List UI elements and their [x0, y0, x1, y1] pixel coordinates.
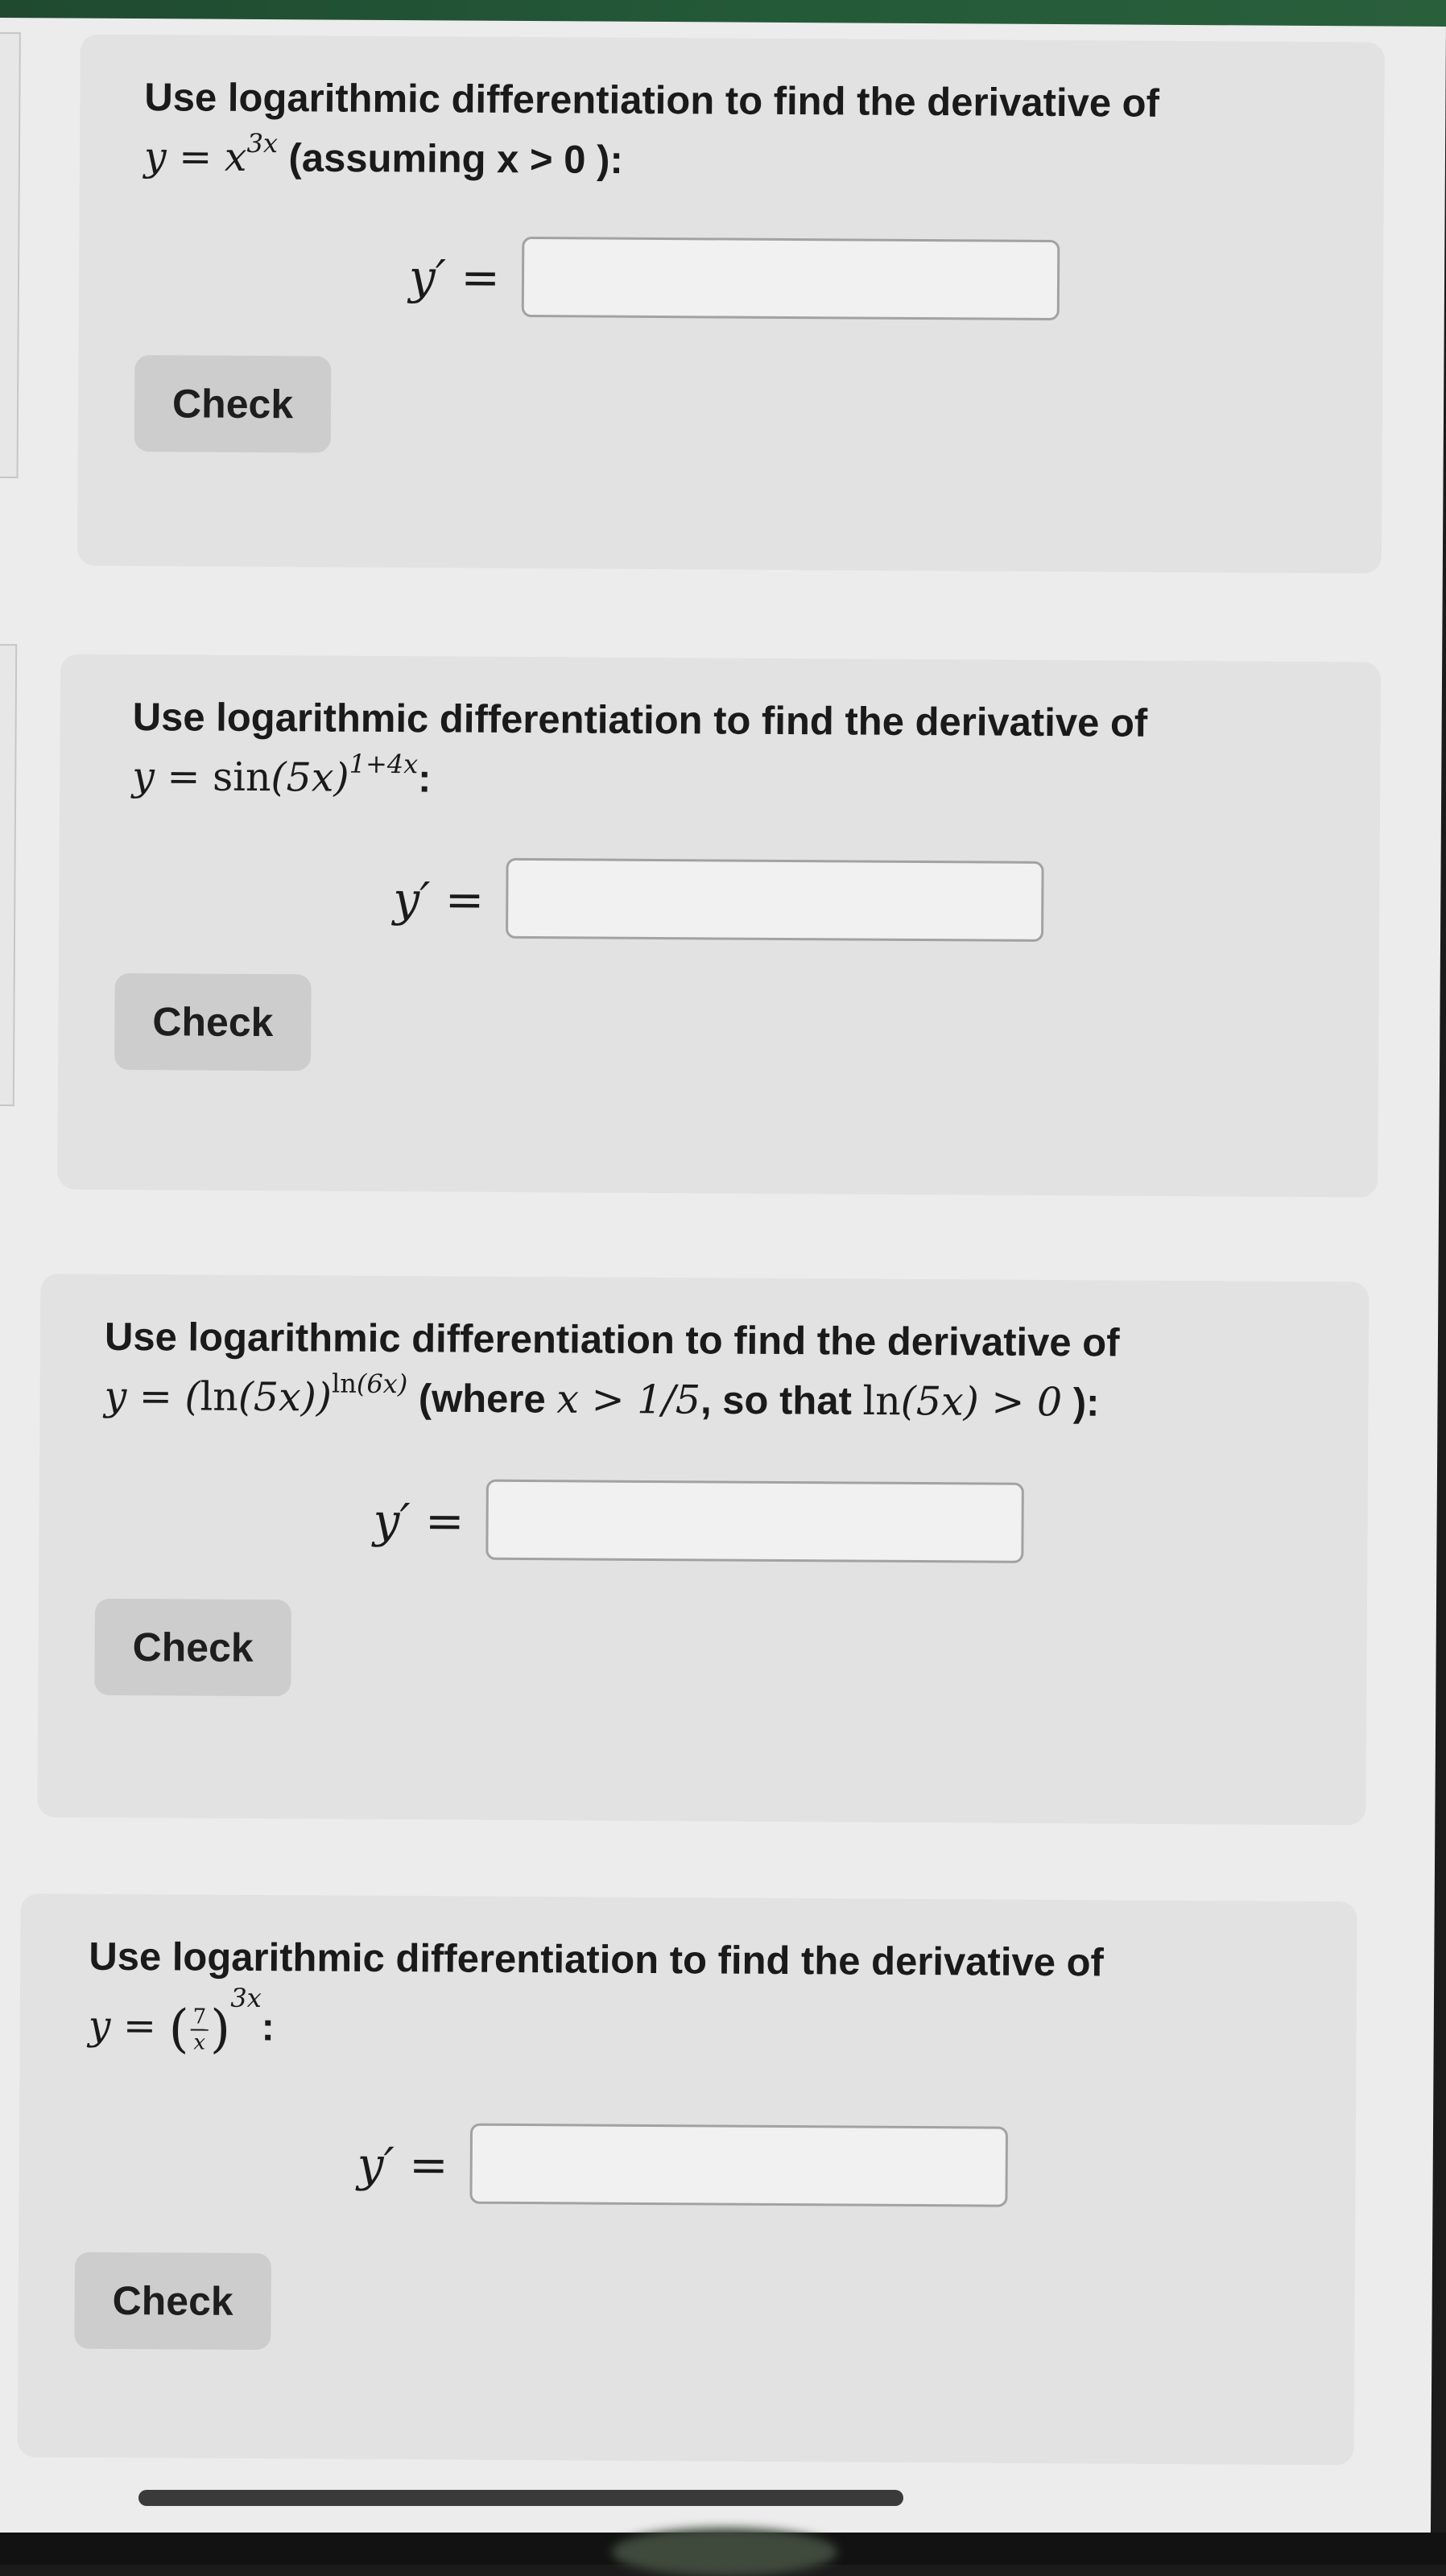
answer-input[interactable] [469, 2124, 1008, 2207]
left-edge-tab [0, 644, 17, 1106]
question-card-4 [17, 1893, 1357, 2465]
left-edge-tab [0, 32, 21, 478]
question-expression [132, 743, 1348, 809]
answer-label: y′ = [373, 1492, 465, 1549]
domain-condition: x > 1/5 [556, 1376, 701, 1423]
function-formula: $y = x^{3x}$ [143, 127, 279, 181]
answer-label: y′ = [393, 872, 485, 927]
check-button[interactable]: Check [114, 973, 312, 1071]
question-expression [88, 1982, 1324, 2062]
function-formula: $y = (\ln(5x))^{ln(6x)}$ [104, 1368, 408, 1421]
question-intro: Use logarithmic differentiation to find the derivative of [132, 696, 1148, 745]
function-formula: $y = \sin(5x)^{1+4x}$ [132, 748, 419, 801]
question-text-3 [104, 1313, 1337, 1429]
question-intro: Use logarithmic differentiation to find the derivative of [144, 76, 1160, 126]
answer-input[interactable] [522, 237, 1060, 320]
check-button[interactable]: Check [94, 1599, 291, 1696]
question-expression [104, 1363, 1336, 1429]
question-card-1 [77, 35, 1385, 574]
question-text-1 [144, 73, 1353, 188]
question-text-2 [132, 693, 1349, 809]
question-condition: (assuming x > 0 ): [288, 136, 623, 183]
question-condition: : [417, 757, 432, 801]
assignment-page [0, 18, 1446, 2542]
question-intro: Use logarithmic differentiation to find the derivative of [89, 1934, 1104, 1985]
question-card-2 [57, 654, 1381, 1197]
function-formula: y = ( $\frac{7}{x}$ )$^{3x}$ [88, 1982, 262, 2060]
question-condition: : [261, 2005, 275, 2050]
finger-shadow [612, 2528, 837, 2576]
question-condition-suffix: ): [1072, 1381, 1100, 1425]
answer-input[interactable] [506, 858, 1044, 942]
question-condition-prefix: (where [418, 1377, 546, 1422]
question-text-4 [89, 1933, 1325, 2062]
answer-label: y′ = [408, 250, 501, 305]
check-button[interactable]: Check [134, 355, 332, 452]
question-card-3 [37, 1274, 1369, 1825]
question-expression [144, 123, 1352, 188]
log-condition: ln(5x) > 0 [862, 1377, 1063, 1426]
question-condition-middle: , so that [700, 1378, 853, 1423]
answer-input[interactable] [485, 1480, 1024, 1563]
question-intro: Use logarithmic differentiation to find the derivative of [104, 1315, 1120, 1365]
horizontal-scrollbar[interactable] [138, 2490, 903, 2506]
answer-label: y′ = [357, 2136, 448, 2193]
check-button[interactable]: Check [74, 2252, 271, 2350]
